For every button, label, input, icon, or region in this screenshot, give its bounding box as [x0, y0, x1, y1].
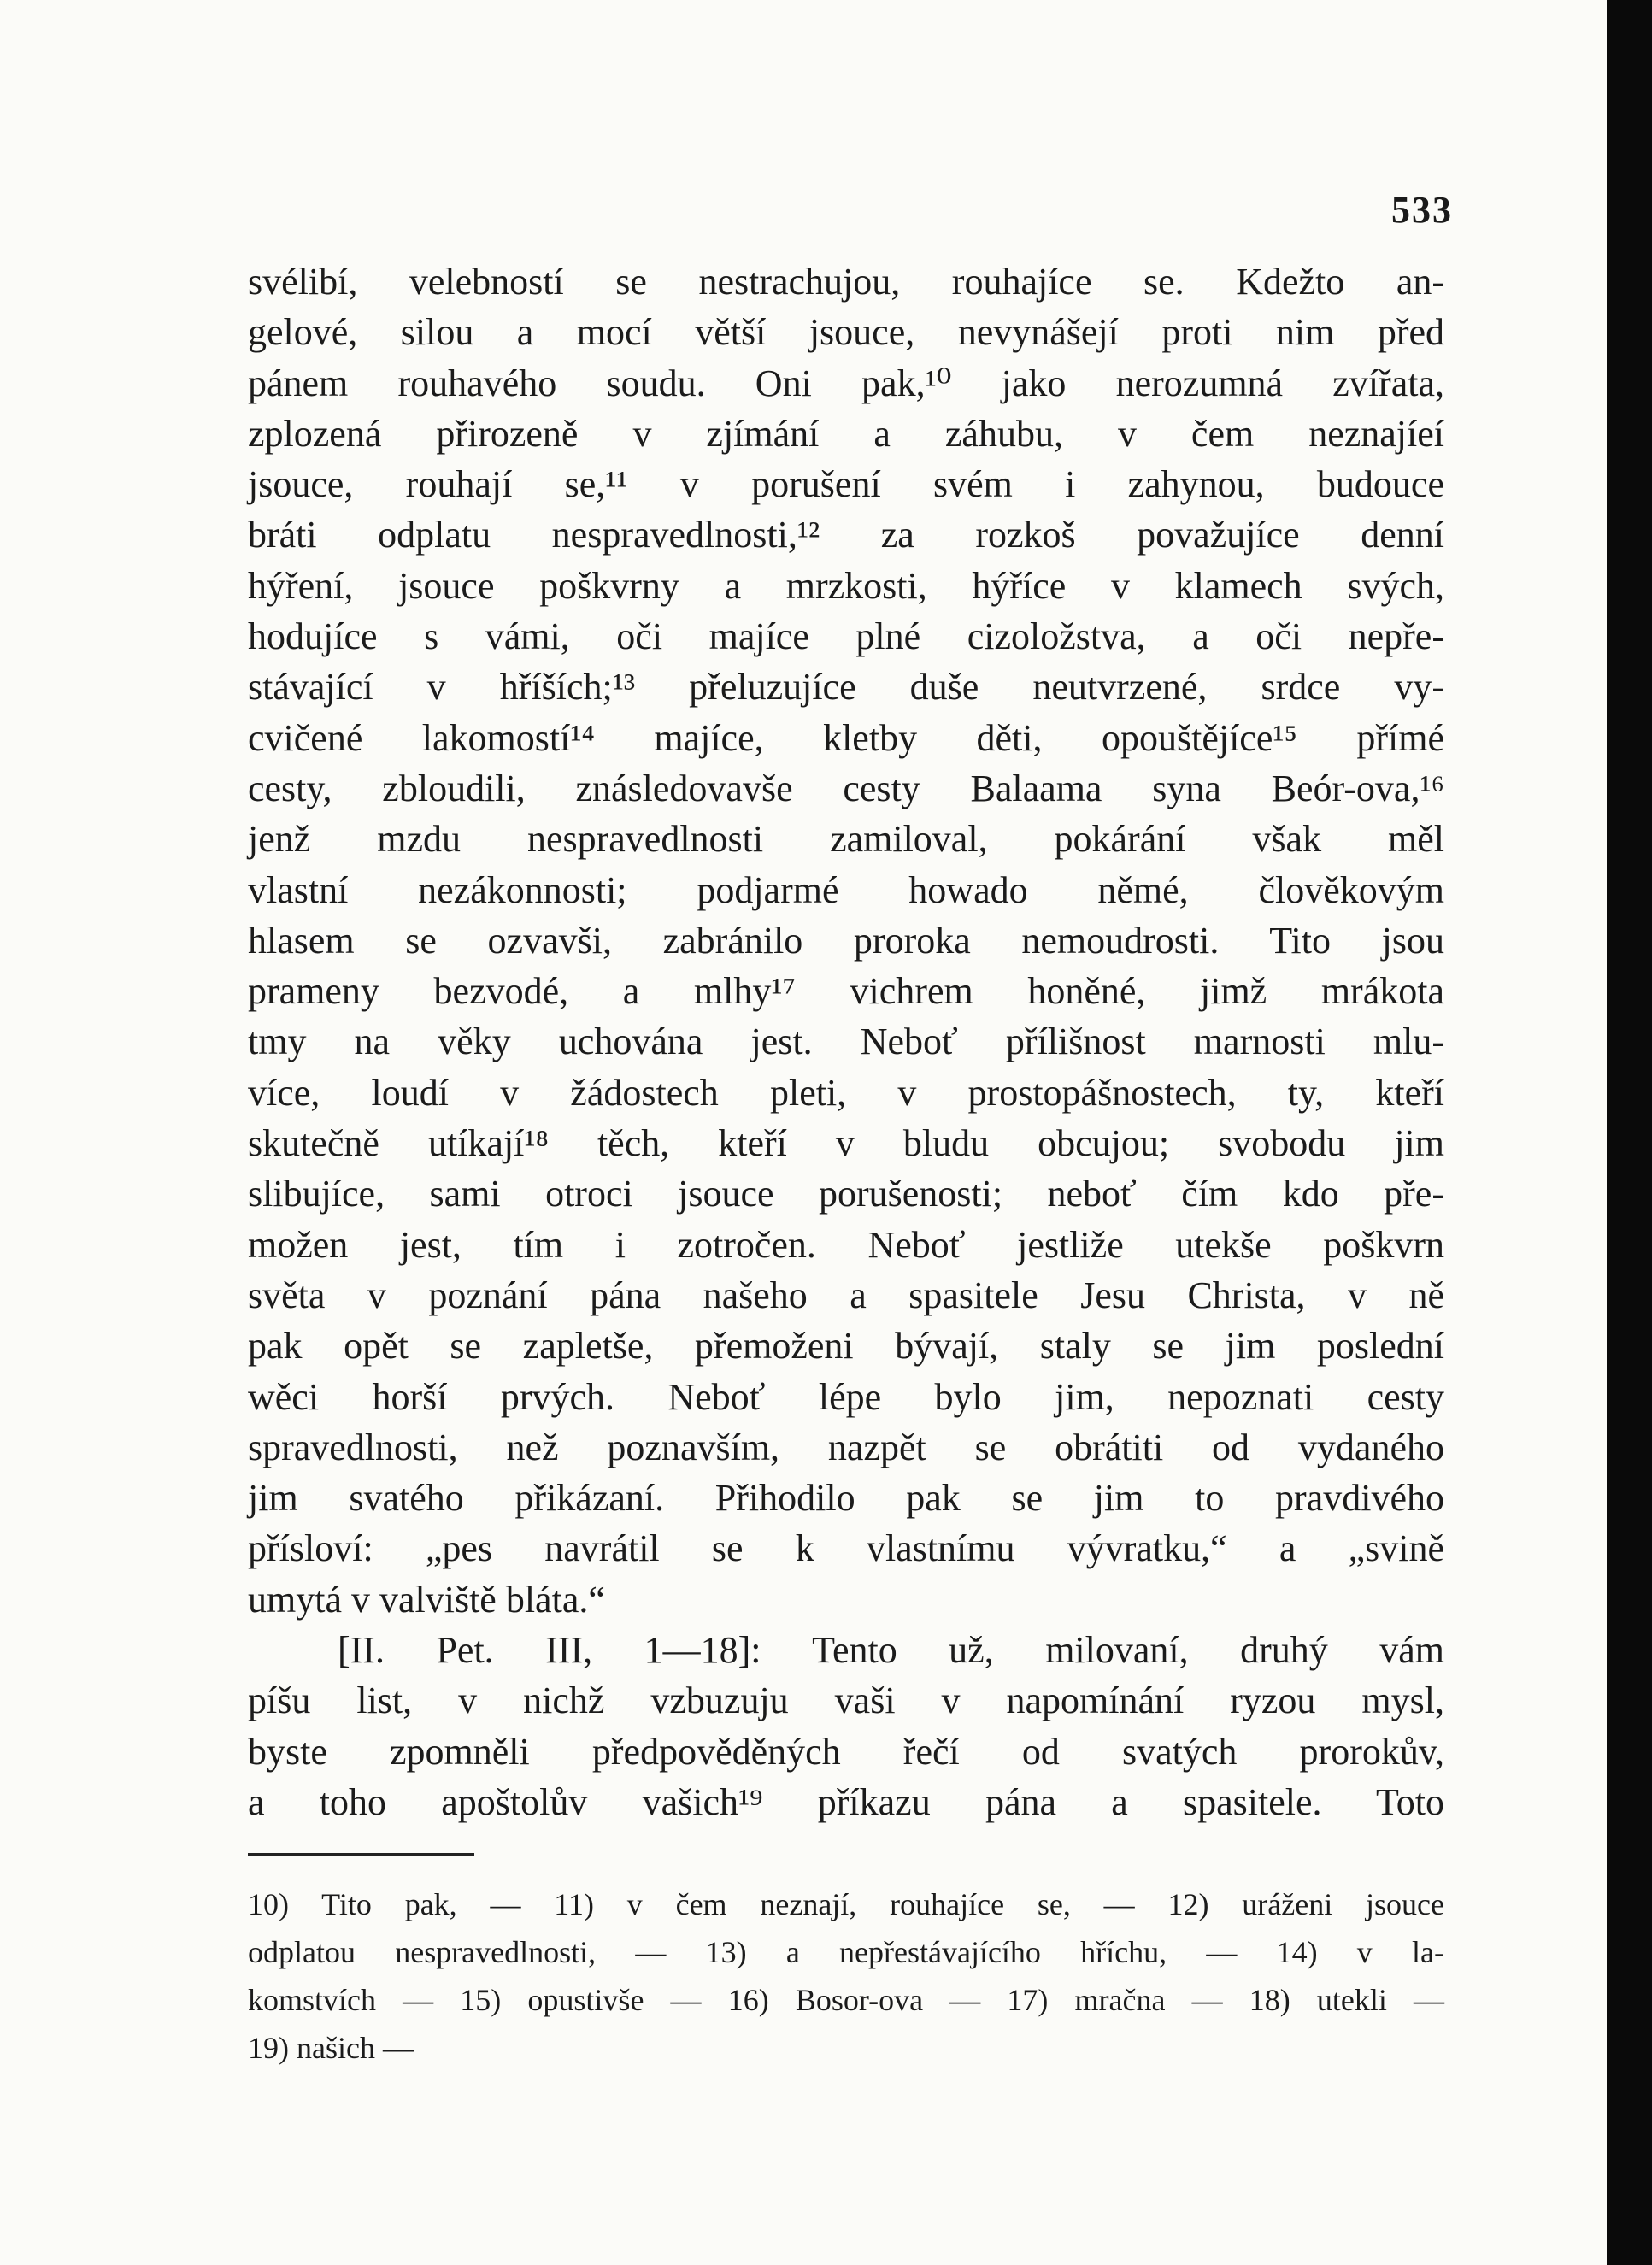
text-line: světa v poznání pána našeho a spasitele Jesu Christa, v ně	[248, 1274, 1444, 1316]
text-line: přísloví: „pes navrátil se k vlastnímu vývratku,“ a „svině	[248, 1527, 1444, 1570]
book-spine-edge	[1607, 0, 1652, 2265]
text-line: hýření, jsouce poškvrny a mrzkosti, hýříce v klamech svých,	[248, 564, 1444, 607]
text-line: jsouce, rouhají se,¹¹ v porušení svém i zahynou, budouce	[248, 463, 1444, 506]
text-line: tmy na věky uchována jest. Neboť přílišnost marnosti mlu-	[248, 1021, 1444, 1063]
footnotes	[248, 1880, 1444, 2072]
text-line: cvičené lakomostí¹⁴ majíce, kletby děti, opouštějíce¹⁵ přímé	[248, 716, 1444, 759]
text-line: byste zpomněli předpověděných řečí od svatých prorokův,	[248, 1730, 1444, 1773]
footnote-divider	[248, 1853, 474, 1856]
text-line: zplozená přirozeně v zjímání a záhubu, v čem neznajíeí	[248, 412, 1444, 455]
text-line: prameny bezvodé, a mlhy¹⁷ vichrem honěné, jimž mrákota	[248, 970, 1444, 1013]
text-line: vlastní nezákonnosti; podjarmé howado němé, člověkovým	[248, 868, 1444, 911]
text-line: bráti odplatu nespravedlnosti,¹² za rozkoš považujíce denní	[248, 514, 1444, 556]
text-line: wěci horší prvých. Neboť lépe bylo jim, nepoznati cesty	[248, 1375, 1444, 1418]
footnote-line: odplatou nespravedlnosti, — 13) a nepřestávajícího hříchu, — 14) v la-	[248, 1935, 1444, 1969]
text-line: svélibí, velebností se nestrachujou, rouhajíce se. Kdežto an-	[248, 261, 1444, 303]
text-line: cesty, zbloudili, znásledovavše cesty Balaama syna Beór-ova,¹⁶	[248, 767, 1444, 809]
text-line: skutečně utíkají¹⁸ těch, kteří v bludu obcujou; svobodu jim	[248, 1122, 1444, 1165]
text-line: pak opět se zapletše, přemoženi bývají, staly se jim poslední	[248, 1325, 1444, 1368]
text-line: pánem rouhavého soudu. Oni pak,¹⁰ jako nerozumná zvířata,	[248, 362, 1444, 404]
text-line: jenž mzdu nespravedlnosti zamiloval, pokárání však měl	[248, 818, 1444, 861]
footnote-line: 19) našich —	[248, 2031, 414, 2065]
text-line: gelové, silou a mocí větší jsouce, nevynášejí proti nim před	[248, 311, 1444, 354]
footnote-line: 10) Tito pak, — 11) v čem neznají, rouhajíce se, — 12) uráženi jsouce	[248, 1887, 1444, 1921]
text-line: [II. Pet. III, 1—18]: Tento už, milovaní, druhý vám	[338, 1629, 1444, 1672]
text-line: umytá v valviště bláta.“	[248, 1578, 605, 1621]
text-line: jim svatého přikázaní. Přihodilo pak se jim to pravdivého	[248, 1477, 1444, 1520]
text-line: hlasem se ozvavši, zabránilo proroka nemoudrosti. Tito jsou	[248, 919, 1444, 962]
footnote-line: komstvích — 15) opustivše — 16) Bosor-ova — 17) mračna — 18) utekli —	[248, 1983, 1444, 2017]
main-text	[248, 256, 1444, 1827]
text-line: píšu list, v nichž vzbuzuju vaši v napomínání ryzou mysl,	[248, 1680, 1444, 1722]
text-line: stávající v hříších;¹³ přeluzujíce duše neutvrzené, srdce vy-	[248, 666, 1444, 709]
text-line: více, loudí v žádostech pleti, v prostopášnostech, ty, kteří	[248, 1071, 1444, 1114]
page-number: 533	[1391, 189, 1453, 231]
text-line: slibujíce, sami otroci jsouce porušenosti; neboť čím kdo pře-	[248, 1173, 1444, 1215]
text-line: možen jest, tím i zotročen. Neboť jestliže utekše poškvrn	[248, 1223, 1444, 1266]
text-line: a toho apoštolův vašich¹⁹ příkazu pána a spasitele. Toto	[248, 1780, 1444, 1823]
text-line: hodujíce s vámi, oči majíce plné cizoložstva, a oči nepře-	[248, 615, 1444, 658]
text-line: spravedlnosti, než poznavším, nazpět se obrátiti od vydaného	[248, 1426, 1444, 1468]
